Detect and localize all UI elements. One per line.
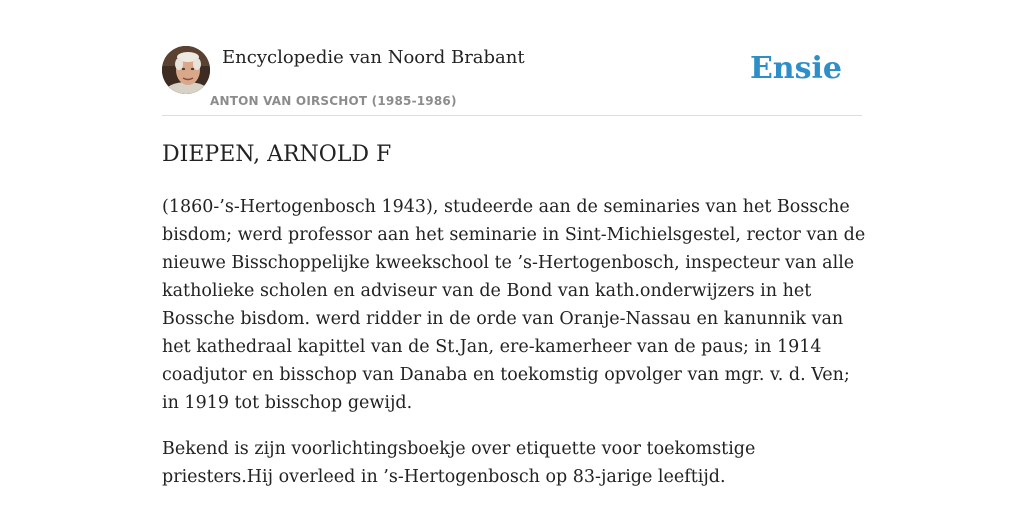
author-avatar[interactable]: [162, 46, 210, 94]
entry-paragraph: (1860-’s-Hertogenbosch 1943), studeerde aan de seminaries van het Bossche bisdom; werd professor aan het seminarie in Sint-Michielsgestel, rector van de nieuwe Bisschoppelijke kweekschool te ’s-Hertogenbosch, inspecteur van alle katholieke scholen en adviseur van de Bond van kath.onderwijzers in het Bossche bisdom. werd ridder in de orde van Oranje-Nassau en kanunnik van het kathedraal kapittel van de St.Jan, ere-kamerheer van de paus; in 1914 coadjutor en bisschop van Danaba en toekomstig opvolger van mgr. v. d. Ven; in 1919 tot bisschop gewijd.: [162, 197, 866, 413]
header: [162, 46, 862, 116]
entry-headword: DIEPEN, ARNOLD F: [162, 142, 392, 167]
entry-paragraph: Bekend is zijn voorlichtingsboekje over etiquette voor toekomstige priesters.Hij overleed in ’s-Hertogenbosch op 83-jarige leeftijd.: [162, 439, 756, 487]
author-portrait-icon: [162, 46, 210, 94]
author-name[interactable]: ANTON VAN OIRSCHOT (1985-1986): [210, 94, 457, 108]
book-title[interactable]: Encyclopedie van Noord Brabant: [222, 47, 525, 68]
entry-body: [162, 193, 868, 509]
header-divider: [162, 115, 862, 116]
ensie-logo[interactable]: Ensie: [749, 51, 842, 86]
